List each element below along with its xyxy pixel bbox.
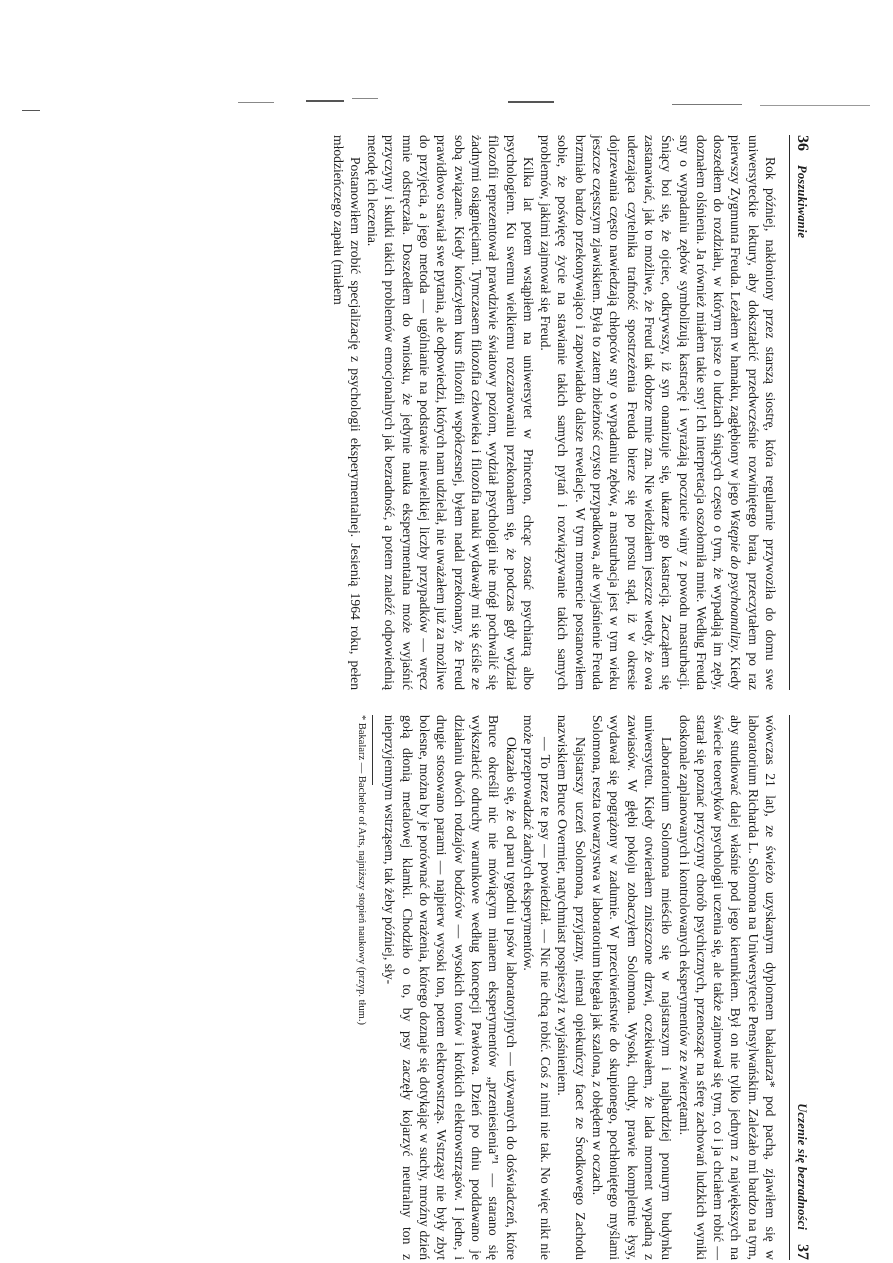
left-paragraph-2: Kilka lat potem wstąpiłem na uniwersytet w Princeton, chcąc zostać psychiatrą albo psychologiem. Ku swemu wielkiemu rozczarowaniu przekonałem się, że podczas gdy wydział filozofii reprezentował prawdziwie światowy poziom, wydział psychologii nie mógł pochwalić się żadnymi osiągnięciami. Tymczasem filozofia człowieka i filozofia nauki wydawały mi się ściśle ze sobą związane. Kiedy kończyłem kurs filozofii współczesnej, byłem nadal przekonany, że Freud prawidłowo stawiał swe pytania, ale odpowiedzi, których nam udzielał, nie uważałem już za możliwe do przyjęcia, a jego metoda — ugólnianie na podstawie niewielkiej liczby przypadków — wręcz mnie odstręczała. Doszedłem do wniosku, że jedynie nauka eksperymentalna może wyjaśnić przyczyny i skutki takich problemów emocjonalnych jak bezradność, a potem znaleźć odpowiednią metodę ich leczenia. [365,135,536,690]
left-header-rule [789,135,790,690]
right-page-number: 37 [794,1244,811,1260]
right-paragraph-1: wówczas 21 lat), ze świeżo uzyskanym dyplomem bakalarza* pod pachą, zjawiłem się w laboratorium Richarda L. Solomona na Uniwersytecie Pensylwańskim. Zależało mi bardzo na tym, aby studiować dalej właśnie pod jego kierunkiem. Był on nie tylko jednym z największych na świecie teoretyków psychologii uczenia się, ale także zajmował się tym, co i ja chciałem robić — starał się poznać przyczyny chorób psychicznych, przenosząc na sferę zachowań ludzkich wyniki doskonale zaplanowanych i kontrolowanych eksperymentów ze zwierzętami. [676,715,778,1260]
left-paragraph-3: Postanowiłem zrobić specjalizację z psychologii eksperymentalnej. Jesienią 1964 roku, pełen młodzieńczego zapału (miałem [330,135,363,690]
right-header-rule [789,715,790,1260]
right-page [356,715,812,1260]
left-body-text [329,135,779,690]
right-running-title: Uczenie się bezradności [795,1103,809,1230]
right-running-head [792,715,812,1260]
right-paragraph-3: Najstarszy uczeń Solomona, przyjazny, niemal opiekuńczy facet ze Środkowego Zachodu nazwiskiem Bruce Overmier, natychmiast pospieszył z wyjaśnieniem. [555,715,588,1260]
right-body-text [381,715,779,1260]
left-p1-book-title: Wstępie do psychoanalizy [728,509,744,650]
left-page [330,135,812,690]
right-paragraph-5: Okazało się, że od paru tygodni u psów laboratoryjnych — używanych do doświadczeń, które Bruce określił nic nie mówiącym mianem eksperymentów „przeniesienia”¹ — starano się wykształcić odruchy warunkowe według koncepcji Pawłowa. Dzień po dniu poddawano je działaniu dwóch rodzajów bodźców — wysokich tonów i krótkich elektrowstrząsów. I jedne, i drugie stosowano parami — najpierw wysoki ton, potem elektrowstrząs. Wstrząsy nie były zbyt bolesne, można by je porównać do wrażenia, którego doznaje się dotykając w suchy, mroźny dzień gołą dłonią metalowej klamki. Chodziło o to, by psy zaczęły kojarzyć neutralny ton z nieprzyjemnym wstrząsem, tak żeby później, sły- [382,715,519,1260]
left-p1-text-b: . Kiedy doszedłem do rozdziału, w którym pisze o ludziach śniących często o tym, że wypadają im zęby, doznałem olśnienia. Ja również miałem takie sny! Ich interpretacja oszołomiła mnie. Według Freuda sny o wypadaniu zębów symbolizują kastrację i wyrażają poczucie winy z powodu masturbacji. Śniący boi się, że ojciec, odkrywszy, iż syn onanizuje się, ukarze go kastracją. Zacząłem się zastanawiać, jak to możliwe, że Freud tak dobrze mnie zna. Nie wiedziałem jeszcze wtedy, że owa uderzająca czytelnika trafność spostrzeżenia Freuda bierze się po prostu stąd, iż w okresie dojrzewania często nawiedzają chłopców sny o wypadaniu zębów, a masturbacja jest w tym wieku jeszcze częstszym zjawiskiem. Była to zatem zbieżność czysto przypadkowa, ale wyjaśnienie Freuda brzmiało bardzo przekonywająco i zapowiadało dalsze rewelacje. W tym momencie postanowiłem sobie, że poświęcę życie na stawianie takich samych pytań i rozwiązywanie takich samych problemów, jakimi zajmował się Freud. [538,135,744,690]
left-p1-text-a: Rok później, nakłoniony przez starszą siostrę, która regularnie przywoziła do domu swe uniwersyteckie lektury, aby dokształcić przedwcześnie rozwiniętego brata, przeczytałem po raz pierwszy Zygmunta Freuda. Leżałem w hamaku, zagłębiony w jego [728,135,778,690]
left-page-number: 36 [794,135,811,151]
left-running-head [792,135,812,690]
scan-artifact-streaks [0,96,893,120]
right-paragraph-4: — To przez te psy — powiedział. — Nic nie chcą robić. Coś z nimi nie tak. No więc nikt nie może przeprowadzać żadnych eksperymentów. [520,715,554,1260]
footnote: * Bakalarz — Bachelor of Arts, najniższy stopień naukowy (przyp. tłum.) [356,715,368,1025]
right-paragraph-2: Laboratorium Solomona mieściło się w najstarszym i najbardziej ponurym budynku uniwersytetu. Kiedy otwierałem zniszczone drzwi, oczekiwałem, że lada moment wypadną z zawiasów. W głębi pokoju zobaczyłem Solomona. Wysoki, chudy, prawie kompletnie łysy, wydawał się pogrążony w zadumie. W przeciwieństwie do skupionego, pochłoniętego myślami Solomona, reszta towarzystwa w laboratorium biegała jak szalona, z obłędem w oczach. [590,715,675,1260]
footnote-rule [372,715,373,785]
left-paragraph-1 [537,135,779,690]
left-running-title: Poszukiwanie [795,165,809,239]
